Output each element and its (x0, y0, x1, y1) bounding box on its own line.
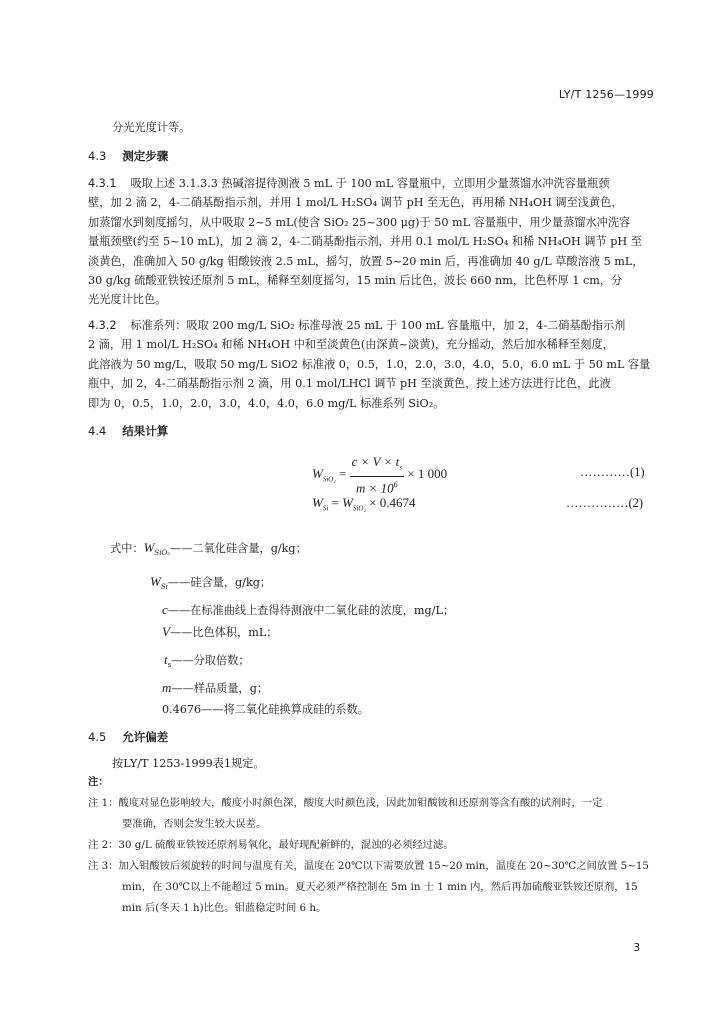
note-1: 注 1：酸度对显色影响较大，酸度小时颜色深，酸度大时颜色浅，因此加钼酸铵和还原剂等含有酸的试剂时，一定 (88, 797, 603, 809)
equation-1-fraction: $\frac{c \times V \times t_s}{m \times 10^6}$ (351, 454, 402, 495)
paragraph-4-3-2: 4.3.2 标准系列：吸取 200 mg/L SiO₂ 标准母液 25 mL 于 100 mL 容量瓶中，加 2，4-二硝基酚指示剂 2 滴，用 1 mol/L H₂SO₄ 和稀 NH₄OH 中和至淡黄色(由深黄~淡黄)，充分摇动，然后加水稀释至刻度， 此溶液为 50 mg/L，吸取 50 mg/L SiO2 标准液 0，0.5，1.0，2.0，3.0，4.0，5.0，6.0 mL 于 50 mL 容量 瓶中，加 2，4-二硝基酚指示剂 2 滴，用 0.1 mol/LHCl 调节 pH 至淡黄色，按上述方法进行比色，此液 即为 0，0.5，1.0，2.0，3.0，4.0，4.0，6.0 mg/L 标准系列 SiO₂。 (88, 319, 651, 410)
paragraph-4-3-1: 4.3.1 吸取上述 3.1.3.3 热碱溶提待测液 5 mL 于 100 mL 容量瓶中，立即用少量蒸馏水冲洗容量瓶颈 壁，加 2 滴 2，4-二硝基酚指示剂，并用 1 mol/L H₂SO₄ 调节 pH 至无色，再用稀 NH₄OH 调至浅黄色， 加蒸馏水到刻度摇匀，从中吸取 2~5 mL(使含 SiO₂ 25~300 μg)于 50 mL 容量瓶中，用少量蒸馏水冲洗容 量瓶颈壁(约至 5~10 mL)，加 2 滴 2，4-二硝基酚指示剂，并用 0.1 mol/L H₂SO₄ 和稀 NH₄OH 调节 pH 至 淡黄色，准确加入 50 g/kg 钼酸铵液 2.5 mL，摇匀，放置 5~20 min 后，再准确加 40 g/L 草酸溶液 5 mL， 30 g/kg 硫酸亚铁铵还原剂 5 mL，稀释至刻度摇匀，15 min 后比色，波长 660 nm，比色杯厚 1 cm，分 光光度计比色。 (88, 177, 644, 307)
equation-2: $W_{Si} = W_{SiO_2} \times 0.4674$ (312, 495, 416, 513)
definition-w-si: $W_{Si}——$硅含量，g/kg； (150, 574, 272, 592)
equation-1-number: …………(1) (580, 465, 645, 479)
notes-label: 注： (88, 776, 109, 788)
standard-code-header: LY/T 1256—1999 (558, 88, 654, 101)
definition-v: V——比色体积，mL； (162, 624, 278, 639)
page-number: 3 (633, 942, 640, 954)
section-4-5-heading: 4.5 允许偏差 (88, 730, 169, 744)
definition-ts: $t_s——$分取倍数； (164, 652, 250, 670)
definition-coefficient: 0.4676——将二氧化硅换算成硅的系数。 (162, 703, 369, 716)
note-2: 注 2：30 g/L 硫酸亚铁铵还原剂易氧化，最好现配新鲜的，混浊的必须经过滤。 (88, 839, 454, 851)
section-4-4-heading: 4.4 结果计算 (88, 424, 169, 438)
clause-number: 4.3.2 (88, 319, 117, 332)
clause-number: 4.3.1 (88, 177, 117, 190)
definition-m: m——样品质量，g； (162, 680, 269, 695)
note-3: 注 3：加入钼酸铵后须旋转的时间与温度有关，温度在 20℃以下需要放置 15~20 min，温度在 20~30℃之间放置 5~15 (88, 860, 649, 872)
definition-c: c——在标准曲线上查得待测液中二氧化硅的浓度，mg/L； (162, 602, 455, 617)
equation-2-number: ……………(2) (566, 496, 644, 510)
equation-1: $W_{SiO_2}$ = $\frac{c \times V \times t_s}{m \times 10^6}$ × 1 000 (312, 454, 448, 495)
definition-w-sio2: 式中：$W_{SiO_2}——$二氧化硅含量，g/kg； (110, 540, 307, 558)
paragraph-4-5: 按LY/T 1253-1999表1规定。 (112, 757, 265, 770)
intro-line: 分光光度计等。 (112, 121, 191, 134)
section-4-3-heading: 4.3 测定步骤 (88, 149, 169, 163)
notes-block: 注： 注 1：酸度对显色影响较大，酸度小时颜色深，酸度大时颜色浅，因此加钼酸铵和还原剂等含有酸的试剂时，一定 要准确，否则会发生较大误差。 注 2：30 g/L 硫酸亚铁铵还原剂易氧化，最好现配新鲜的，混浊的必须经过滤。 注 3：加入钼酸铵后须旋转的时间与温度有关，温度在 20℃以下需要放置 15~20 min，温度在 20~30℃之间放置 5~15 min，在 30℃以上不能超过 5 min。夏天必须严格控制在 5m in 士 1 min 内，然后再加硫酸亚铁铵还原剂，15 min 后(冬天 1 h)比色。钼蓝稳定时间 6 h。 (88, 772, 664, 919)
